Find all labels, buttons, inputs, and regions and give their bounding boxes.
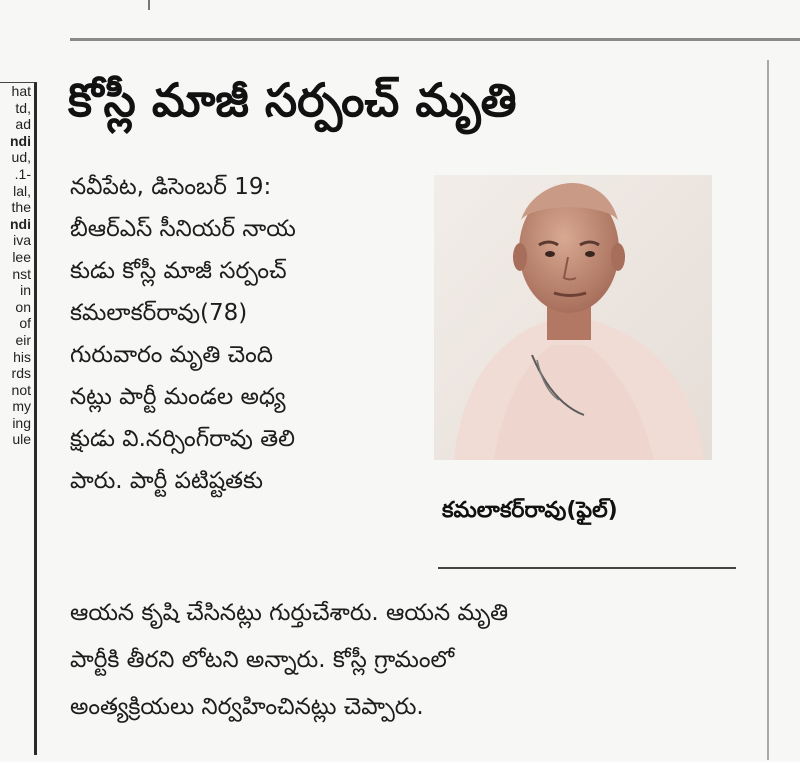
adjacent-column-line: nst xyxy=(12,265,31,282)
adjacent-article-column xyxy=(0,82,37,755)
body-line: గురువారం మృతి చెంది xyxy=(70,342,273,368)
adjacent-column-line: lal, xyxy=(13,182,31,199)
adjacent-column-line: rds xyxy=(11,365,31,382)
adjacent-column-line: ud, xyxy=(11,149,31,166)
article-body-narrow xyxy=(70,166,410,502)
adjacent-column-line: not xyxy=(11,381,31,398)
photo-caption: కమలాకర్‌రావు(ఫైల్) xyxy=(442,498,618,523)
body-line: కుడు కోస్లీ మాజీ సర్పంచ్ xyxy=(70,258,287,284)
body-line: అంత్యక్రియలు నిర్వహించినట్లు చెప్పారు. xyxy=(70,694,424,720)
portrait-photo xyxy=(434,175,712,460)
adjacent-column-line: of xyxy=(19,315,31,332)
adjacent-column-line: ad xyxy=(15,116,31,133)
adjacent-column-line: iva xyxy=(13,232,31,249)
body-line: కమలాకర్‌రావు(78) xyxy=(70,300,248,326)
body-line: పారు. పార్టీ పటిష్టతకు xyxy=(70,468,263,494)
adjacent-column-line: ndi xyxy=(10,132,31,149)
adjacent-column-line: on xyxy=(15,298,31,315)
adjacent-column-line: td, xyxy=(15,99,31,116)
column-divider-right xyxy=(767,60,769,760)
body-line: క్షుడు వి.నర్సింగ్‌రావు తెలి xyxy=(70,426,295,452)
caption-rule xyxy=(438,567,736,569)
adjacent-column-line: eir xyxy=(15,331,31,348)
article-dateline: నవీపేట, డిసెంబర్ 19: xyxy=(70,174,272,200)
adjacent-column-line: lee xyxy=(12,248,31,265)
body-line: పార్టీకి తీరని లోటని అన్నారు. కోస్లీ గ్రామంలో xyxy=(70,647,455,673)
body-line: నట్లు పార్టీ మండల అధ్య xyxy=(70,384,286,410)
adjacent-column-line: ing xyxy=(12,414,31,431)
adjacent-column-line: ule xyxy=(12,431,31,448)
adjacent-column-line: the xyxy=(11,199,31,216)
article-headline: కోస్లీ మాజీ సర్పంచ్ మృతి xyxy=(68,73,517,127)
column-divider-tick xyxy=(148,0,150,10)
adjacent-column-line: .1- xyxy=(14,165,31,182)
adjacent-column-line: my xyxy=(12,398,31,415)
adjacent-column-line: his xyxy=(13,348,31,365)
portrait-illustration xyxy=(434,175,712,460)
adjacent-column-line: ndi xyxy=(10,215,31,232)
body-line: ఆయన కృషి చేసినట్లు గుర్తుచేశారు. ఆయన మృతి xyxy=(70,600,509,626)
body-line: బీఆర్ఎస్ సీనియర్ నాయ xyxy=(70,216,296,242)
adjacent-column-line: hat xyxy=(11,83,31,99)
section-top-rule xyxy=(70,38,800,41)
adjacent-column-line: in xyxy=(20,282,31,299)
article-body-wide xyxy=(70,590,760,731)
